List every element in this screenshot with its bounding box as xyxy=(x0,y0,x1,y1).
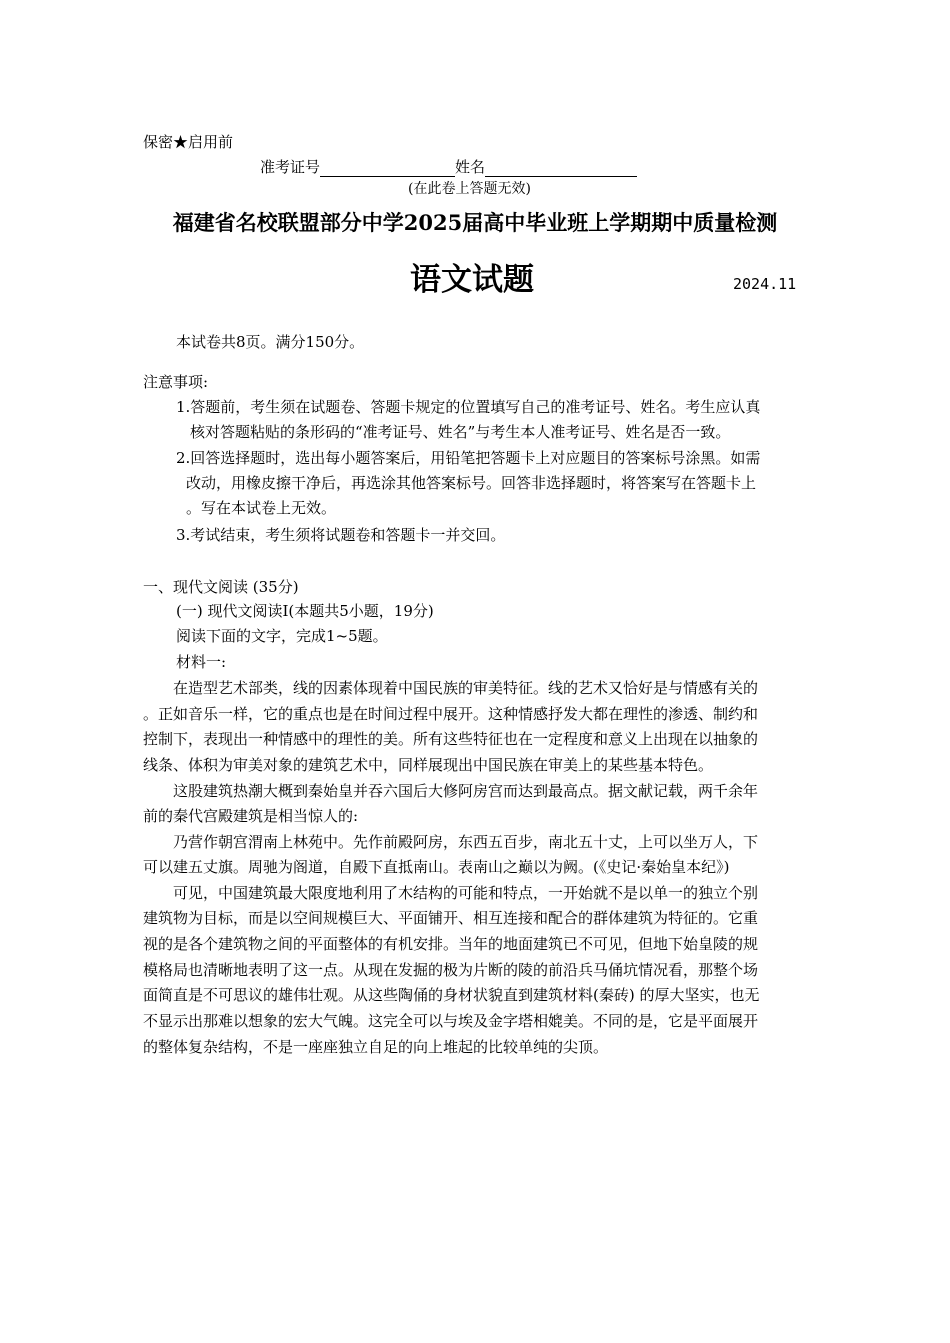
name-field[interactable] xyxy=(485,160,637,177)
body-line: 乃营作朝宫渭南上林苑中。先作前殿阿房，东西五百步，南北五十丈，上可以坐万人，下 xyxy=(173,833,759,851)
body-line: 不显示出那难以想象的宏大气魄。这完全可以与埃及金字塔相媲美。不同的是，它是平面展开 xyxy=(143,1012,759,1030)
exam-title: 福建省名校联盟部分中学2025届高中毕业班上学期期中质量检测 xyxy=(172,210,778,235)
notes-heading: 注意事项: xyxy=(143,373,209,391)
material-label: 材料一: xyxy=(176,653,227,671)
note-line: 核对答题粘贴的条形码的“准考证号、姓名”与考生本人准考证号、姓名是否一致。 xyxy=(190,423,731,441)
note-line: 改动，用橡皮擦干净后，再选涂其他答案标号。回答非选择题时，将答案写在答题卡上 xyxy=(186,474,757,492)
body-line: 面简直是不可思议的雄伟壮观。从这些陶俑的身材状貌直到建筑材料(秦砖) 的厚大坚实，也无 xyxy=(143,986,760,1004)
body-line: 。正如音乐一样，它的重点也是在时间过程中展开。这种情感抒发大都在理性的渗透、制约和 xyxy=(143,705,759,723)
body-line: 这股建筑热潮大概到秦始皇并吞六国后大修阿房宫而达到最高点。据文献记载，两千余年 xyxy=(173,782,759,800)
body-line: 前的秦代宫殿建筑是相当惊人的: xyxy=(143,807,359,825)
secret-mark: 保密★启用前 xyxy=(143,133,234,151)
body-line: 控制下，表现出一种情感中的理性的美。所有这些特征也在一定程度和意义上出现在以抽象的 xyxy=(143,730,759,748)
note-line: 3.考试结束，考生须将试题卷和答题卡一并交回。 xyxy=(176,526,506,544)
body-line: 线条、体积为审美对象的建筑艺术中，同样展现出中国民族在审美上的某些基本特色。 xyxy=(143,756,714,774)
body-line: 模格局也清晰地表明了这一点。从现在发掘的极为片断的陵的前沿兵马俑坑情况看，那整个场 xyxy=(143,961,759,979)
body-line: 视的是各个建筑物之间的平面整体的有机安排。当年的地面建筑已不可见，但地下始皇陵的规 xyxy=(143,935,759,953)
exam-id-label: 准考证号 xyxy=(260,158,321,176)
note-line: 1.答题前，考生须在试题卷、答题卡规定的位置填写自己的准考证号、姓名。考生应认真 xyxy=(176,398,761,416)
body-line: 可以建五丈旗。周驰为阁道，自殿下直抵南山。表南山之巅以为阙。(《史记·秦始皇本纪》) xyxy=(143,858,730,876)
note-line: 。写在本试卷上无效。 xyxy=(186,499,337,517)
name-label: 姓名 xyxy=(455,158,486,176)
candidate-info-row xyxy=(260,157,637,177)
exam-id-field[interactable] xyxy=(320,160,455,177)
section-heading: 一、现代文阅读 (35分) xyxy=(143,578,299,596)
reading-instruction: 阅读下面的文字，完成1~5题。 xyxy=(176,627,388,645)
body-line: 建筑物为目标，而是以空间规模巨大、平面铺开、相互连接和配合的群体建筑为特征的。它重 xyxy=(143,909,759,927)
invalid-note: (在此卷上答题无效) xyxy=(408,181,531,197)
subject-title: 语文试题 xyxy=(410,262,534,298)
intro-text: 本试卷共8页。满分150分。 xyxy=(176,333,365,351)
exam-date: 2024.11 xyxy=(733,275,797,293)
body-line: 可见，中国建筑最大限度地利用了木结构的可能和特点，一开始就不是以单一的独立个别 xyxy=(173,884,759,902)
body-line: 在造型艺术部类，线的因素体现着中国民族的审美特征。线的艺术又恰好是与情感有关的 xyxy=(173,679,759,697)
note-line: 2.回答选择题时，选出每小题答案后，用铅笔把答题卡上对应题目的答案标号涂黑。如需 xyxy=(176,449,761,467)
subsection-heading: (一) 现代文阅读Ⅰ(本题共5小题，19分) xyxy=(176,602,434,620)
body-line: 的整体复杂结构，不是一座座独立自足的向上堆起的比较单纯的尖顶。 xyxy=(143,1038,609,1056)
